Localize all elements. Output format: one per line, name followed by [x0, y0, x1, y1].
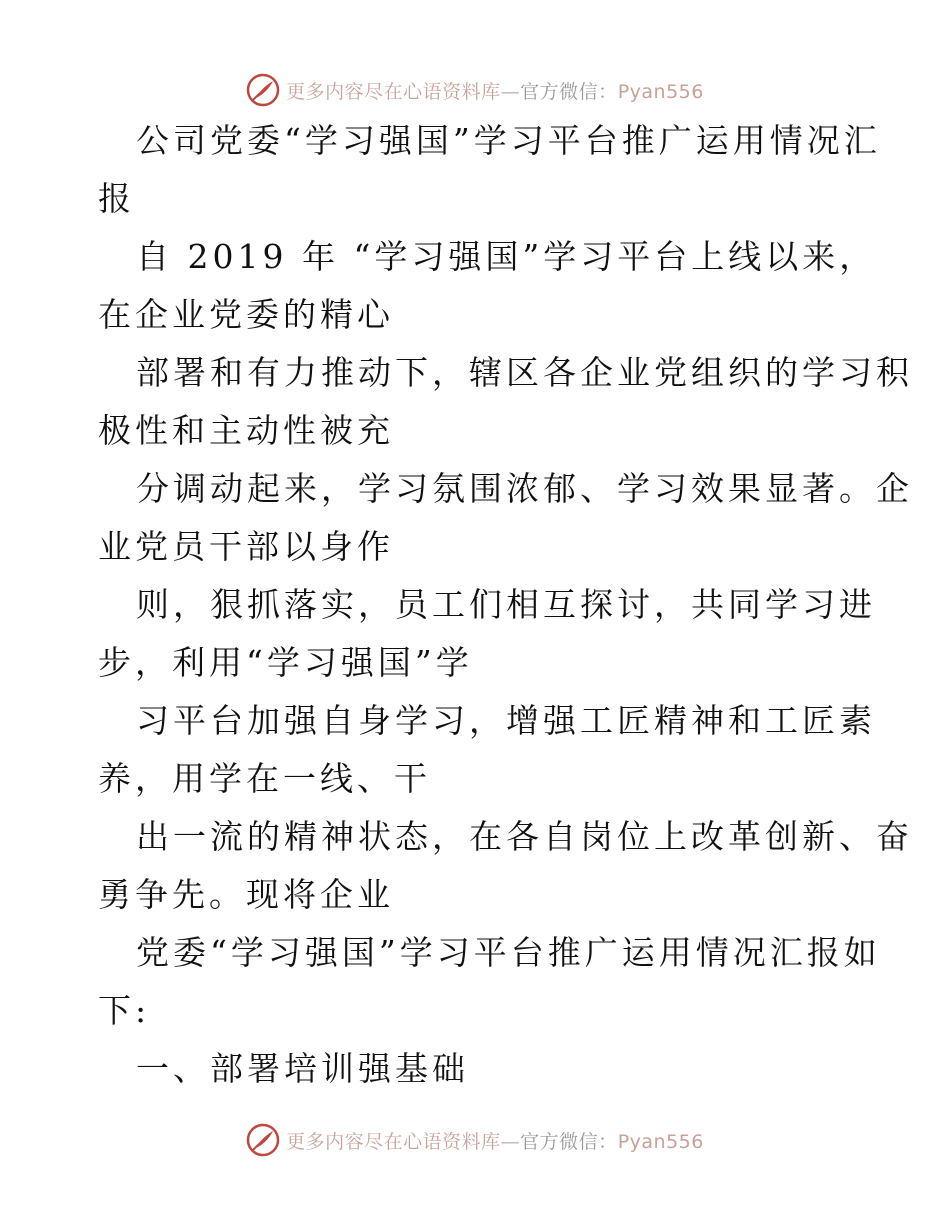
paragraph-line: 勇争先。现将企业: [98, 875, 394, 914]
feather-logo-icon: [246, 1123, 280, 1157]
paragraph-line: 部署和有力推动下，辖区各企业党组织的学习积: [136, 353, 913, 392]
paragraph-line: 业党员干部以身作: [98, 527, 394, 566]
paragraph-line: 出一流的精神状态，在各自岗位上改革创新、奋: [136, 817, 913, 856]
document-title-line-2: 报: [98, 179, 135, 218]
paragraph-line: 极性和主动性被充: [98, 411, 394, 450]
watermark-wechat-id: Pyan556: [617, 80, 704, 103]
document-body: [98, 112, 913, 1098]
feather-logo-icon: [246, 73, 280, 107]
watermark-main-text: 更多内容尽在心语资料库: [286, 1130, 501, 1153]
paragraph-line: 养，用学在一线、干: [98, 759, 431, 798]
watermark-main-text: 更多内容尽在心语资料库: [286, 80, 501, 103]
header-watermark: [0, 70, 950, 110]
paragraph-line: 分调动起来，学习氛围浓郁、学习效果显著。企: [136, 469, 913, 508]
watermark-dash: —: [500, 80, 521, 103]
paragraph-line: 党委“学习强国”学习平台推广运用情况汇报如: [136, 933, 881, 972]
watermark-official-label: 官方微信：: [520, 80, 618, 103]
paragraph-line: 习平台加强自身学习，增强工匠精神和工匠素: [136, 701, 876, 740]
watermark-dash: —: [500, 1130, 521, 1153]
paragraph-line: 在企业党委的精心: [98, 295, 394, 334]
paragraph-line: 自 2019 年 “学习强国”学习平台上线以来，: [136, 237, 877, 276]
footer-watermark: [0, 1120, 950, 1160]
watermark-text: [286, 1127, 704, 1154]
watermark-text: [286, 77, 704, 104]
paragraph-line: 则，狠抓落实，员工们相互探讨，共同学习进: [136, 585, 876, 624]
paragraph-line: 步，利用“学习强国”学: [98, 643, 473, 682]
watermark-official-label: 官方微信：: [520, 1130, 618, 1153]
section-heading: 一、部署培训强基础: [136, 1049, 469, 1088]
document-title-line-1: 公司党委“学习强国”学习平台推广运用情况汇: [136, 121, 881, 160]
paragraph-line: 下:: [98, 991, 151, 1030]
watermark-wechat-id: Pyan556: [617, 1130, 704, 1153]
